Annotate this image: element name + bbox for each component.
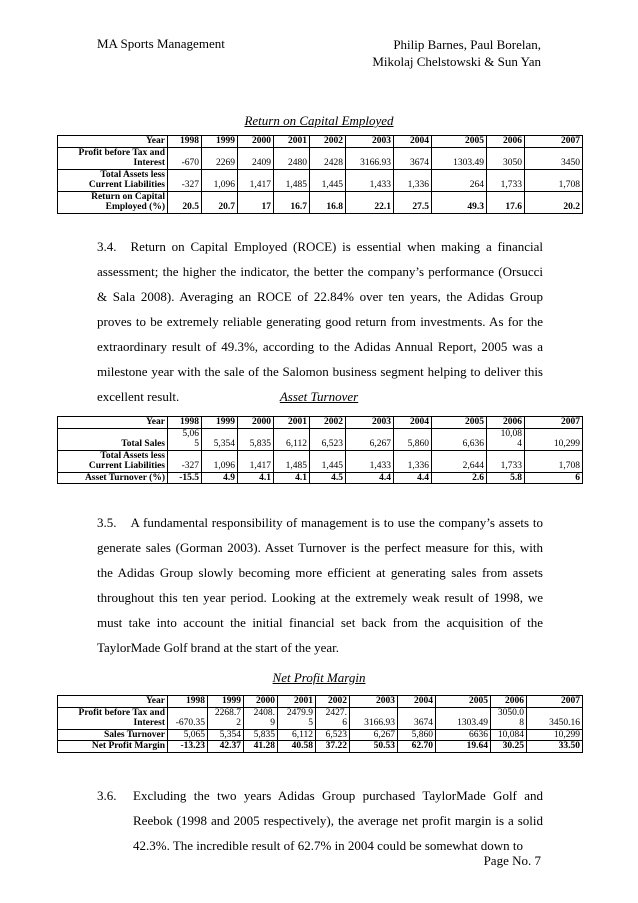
table-cell: 10,299 xyxy=(527,729,583,741)
table-cell: 1,433 xyxy=(346,169,394,191)
roce-year: 2003 xyxy=(346,136,394,148)
paragraph-number: 3.5. xyxy=(97,515,117,530)
paragraph-3-6: Excluding the two years Adidas Group purchased TaylorMade Golf and Reebok (1998 and 2005 respectively), the average net profit margin is a solid 42.3%. The incredible result of 62.7% in 2004 could be somewhat down to xyxy=(133,788,543,853)
table-cell: 20.7 xyxy=(202,191,238,213)
table-cell: 19.64 xyxy=(436,741,491,753)
npm-year: 2004 xyxy=(398,696,436,708)
table-cell: 5,354 xyxy=(208,729,244,741)
cell-line: 9 xyxy=(270,718,275,728)
table-cell: 37.22 xyxy=(316,741,350,753)
header-authors-line2: Mikolaj Chelstowski & Sun Yan xyxy=(372,54,541,69)
npm-year: 1999 xyxy=(208,696,244,708)
table-cell: 1,417 xyxy=(238,450,274,472)
at-year: 2007 xyxy=(525,417,583,429)
net-profit-margin-caption: Net Profit Margin xyxy=(272,670,366,685)
table-cell: 17.6 xyxy=(487,191,525,213)
at-year: 2005 xyxy=(432,417,487,429)
roce-table xyxy=(57,135,583,214)
paragraph-3-4 xyxy=(97,234,543,409)
table-cell: -15.5 xyxy=(168,472,202,484)
cell-line: 5 xyxy=(308,718,313,728)
table-cell: 1,708 xyxy=(525,169,583,191)
table-cell: 30.25 xyxy=(491,741,527,753)
cell-line: 4 xyxy=(517,439,522,449)
at-sales-label: Total Sales xyxy=(58,428,168,450)
table-cell: 6,523 xyxy=(316,729,350,741)
table-cell xyxy=(278,707,316,729)
table-cell: 5,835 xyxy=(238,428,274,450)
label-line: Profit before Tax and xyxy=(78,147,165,158)
table-cell: 42.37 xyxy=(208,741,244,753)
label-line: Profit before Tax and xyxy=(78,707,165,718)
table-cell: 6 xyxy=(525,472,583,484)
paragraph-3-6-number: 3.6. xyxy=(97,788,117,803)
at-assets-row xyxy=(58,450,583,472)
npm-year: 1998 xyxy=(168,696,208,708)
roce-year: 1999 xyxy=(202,136,238,148)
header-authors xyxy=(372,36,541,70)
table-cell: 3450.16 xyxy=(527,707,583,729)
table-cell xyxy=(316,707,350,729)
table-cell: 6,112 xyxy=(278,729,316,741)
roce-assets-label xyxy=(58,169,168,191)
cell-line: 2408. xyxy=(253,707,275,718)
page-number: Page No. 7 xyxy=(483,853,541,868)
asset-turnover-caption: Asset Turnover xyxy=(279,389,359,404)
table-cell: 6,267 xyxy=(346,428,394,450)
table-cell: 1,485 xyxy=(274,450,310,472)
npm-year: 2003 xyxy=(350,696,398,708)
roce-result-label xyxy=(58,191,168,213)
label-line: Current Liabilities xyxy=(88,461,165,471)
at-year: 2002 xyxy=(310,417,346,429)
table-cell: 1,433 xyxy=(346,450,394,472)
table-cell: 3166.93 xyxy=(350,707,398,729)
npm-result-label: Net Profit Margin xyxy=(58,741,168,753)
roce-assets-row xyxy=(58,169,583,191)
table-cell: -670.35 xyxy=(168,707,208,729)
table-cell: 1,485 xyxy=(274,169,310,191)
npm-result-row xyxy=(58,741,583,753)
table-cell: 3166.93 xyxy=(346,147,394,169)
table-cell: 33.50 xyxy=(527,741,583,753)
paragraph-3-5 xyxy=(97,510,543,660)
label-line: Employed (%) xyxy=(105,202,165,212)
table-cell: 2,644 xyxy=(432,450,487,472)
label-line: Total Assets less xyxy=(100,450,165,461)
cell-line: 6 xyxy=(342,718,347,728)
table-cell: 5,860 xyxy=(398,729,436,741)
cell-line: 8 xyxy=(519,718,524,728)
table-cell: 4.1 xyxy=(238,472,274,484)
cell-line: 5 xyxy=(194,439,199,449)
label-line: Interest xyxy=(133,158,165,168)
table-cell: -670 xyxy=(168,147,202,169)
table-cell: 10,299 xyxy=(525,428,583,450)
table-cell: 1,445 xyxy=(310,169,346,191)
at-year: 2006 xyxy=(487,417,525,429)
npm-sales-label: Sales Turnover xyxy=(58,729,168,741)
table-cell: 4.5 xyxy=(310,472,346,484)
npm-sales-row xyxy=(58,729,583,741)
table-cell: 2480 xyxy=(274,147,310,169)
roce-year: 2006 xyxy=(487,136,525,148)
npm-year: 2005 xyxy=(436,696,491,708)
at-result-row xyxy=(58,472,583,484)
roce-year: 2001 xyxy=(274,136,310,148)
paragraph-text: A fundamental responsibility of management is to use the company’s assets to generate sales (Gorman 2003). Asset Turnover is the perfect measure for this, with the Adidas Group slowly becoming more efficient at generating sales from assets throughout this ten year period. Looking at the extremely weak result of 1998, we must take into account the initial financial set back from the acquisition of the TaylorMade Golf brand at the start of the year. xyxy=(97,515,543,655)
table-cell: 3050 xyxy=(487,147,525,169)
table-cell: 5.8 xyxy=(487,472,525,484)
table-cell: 62.70 xyxy=(398,741,436,753)
table-cell: 3674 xyxy=(394,147,432,169)
table-cell: 17 xyxy=(238,191,274,213)
table-cell: -13.23 xyxy=(168,741,208,753)
at-year-label: Year xyxy=(58,417,168,429)
table-cell: 2.6 xyxy=(432,472,487,484)
cell-line: 5,06 xyxy=(182,428,199,439)
table-cell: 5,835 xyxy=(244,729,278,741)
npm-year-row xyxy=(58,696,583,708)
table-cell: 6,523 xyxy=(310,428,346,450)
table-cell: 6,267 xyxy=(350,729,398,741)
table-cell: 1,733 xyxy=(487,169,525,191)
at-year-row xyxy=(58,417,583,429)
table-cell: 20.5 xyxy=(168,191,202,213)
npm-year: 2000 xyxy=(244,696,278,708)
cell-line: 2 xyxy=(236,718,241,728)
label-line: Current Liabilities xyxy=(88,180,165,190)
table-cell: 49.3 xyxy=(432,191,487,213)
npm-year: 2001 xyxy=(278,696,316,708)
table-cell: 16.8 xyxy=(310,191,346,213)
table-cell: 16.7 xyxy=(274,191,310,213)
table-cell xyxy=(491,707,527,729)
label-line: Total Assets less xyxy=(100,169,165,180)
table-cell: 1303.49 xyxy=(436,707,491,729)
roce-year-label: Year xyxy=(58,136,168,148)
table-cell: 5,860 xyxy=(394,428,432,450)
at-year: 1999 xyxy=(202,417,238,429)
net-profit-margin-table xyxy=(57,695,583,753)
table-cell: 4.9 xyxy=(202,472,238,484)
table-cell: 1,096 xyxy=(202,169,238,191)
table-cell xyxy=(168,428,202,450)
at-year: 2000 xyxy=(238,417,274,429)
table-cell xyxy=(208,707,244,729)
npm-year: 2007 xyxy=(527,696,583,708)
table-cell: 1303.49 xyxy=(432,147,487,169)
table-cell: 5,065 xyxy=(168,729,208,741)
table-cell: 1,336 xyxy=(394,450,432,472)
roce-year: 2005 xyxy=(432,136,487,148)
table-cell: 1,733 xyxy=(487,450,525,472)
paragraph-number: 3.4. xyxy=(97,239,117,254)
table-cell: 6636 xyxy=(436,729,491,741)
roce-year: 2000 xyxy=(238,136,274,148)
table-cell: 5,354 xyxy=(202,428,238,450)
table-cell: 1,096 xyxy=(202,450,238,472)
npm-year-label: Year xyxy=(58,696,168,708)
npm-profit-row xyxy=(58,707,583,729)
roce-profit-row xyxy=(58,147,583,169)
at-result-label: Asset Turnover (%) xyxy=(58,472,168,484)
npm-year: 2006 xyxy=(491,696,527,708)
npm-year: 2002 xyxy=(316,696,350,708)
cell-line: 3050.0 xyxy=(497,707,524,718)
header-authors-line1: Philip Barnes, Paul Borelan, xyxy=(393,37,541,52)
label-line: Interest xyxy=(133,718,165,728)
cell-line: 10,08 xyxy=(500,428,522,439)
asset-turnover-table xyxy=(57,416,583,484)
table-cell: 4.4 xyxy=(346,472,394,484)
table-cell: 10,084 xyxy=(491,729,527,741)
table-cell: 1,336 xyxy=(394,169,432,191)
cell-line: 2268.7 xyxy=(214,707,241,718)
table-cell: 3674 xyxy=(398,707,436,729)
table-cell: 2409 xyxy=(238,147,274,169)
header-left: MA Sports Management xyxy=(97,36,225,51)
at-year: 2001 xyxy=(274,417,310,429)
table-cell: 40.58 xyxy=(278,741,316,753)
table-cell: 6,636 xyxy=(432,428,487,450)
table-cell xyxy=(487,428,525,450)
table-cell: 6,112 xyxy=(274,428,310,450)
table-cell: 2428 xyxy=(310,147,346,169)
table-cell: 3450 xyxy=(525,147,583,169)
table-cell: 20.2 xyxy=(525,191,583,213)
table-cell: 1,445 xyxy=(310,450,346,472)
table-cell: 1,417 xyxy=(238,169,274,191)
table-cell: -327 xyxy=(168,450,202,472)
at-year: 2003 xyxy=(346,417,394,429)
paragraph-text: Return on Capital Employed (ROCE) is essential when making a financial assessment; the higher the indicator, the better the company’s performance (Orsucci & Sala 2008). Averaging an ROCE of 22.84% over ten years, the Adidas Group proves to be extremely reliable generating good return from investments. As for the extraordinary result of 49.3%, according to the Adidas Annual Report, 2005 was a milestone year with the sale of the Salomon business segment helping to deliver this excellent result. xyxy=(97,239,543,404)
table-cell: 41.28 xyxy=(244,741,278,753)
roce-result-row xyxy=(58,191,583,213)
table-cell: 4.1 xyxy=(274,472,310,484)
at-assets-label xyxy=(58,450,168,472)
roce-profit-label xyxy=(58,147,168,169)
table-cell: 27.5 xyxy=(394,191,432,213)
roce-year: 2004 xyxy=(394,136,432,148)
label-line: Return on Capital xyxy=(91,191,165,202)
table-cell: 22.1 xyxy=(346,191,394,213)
cell-line: 2427. xyxy=(325,707,347,718)
npm-profit-label xyxy=(58,707,168,729)
cell-line: 2479.9 xyxy=(286,707,313,718)
roce-caption: Return on Capital Employed xyxy=(244,113,394,128)
table-cell: 4.4 xyxy=(394,472,432,484)
table-cell: -327 xyxy=(168,169,202,191)
table-cell: 50.53 xyxy=(350,741,398,753)
roce-year: 1998 xyxy=(168,136,202,148)
table-cell: 264 xyxy=(432,169,487,191)
roce-year-row xyxy=(58,136,583,148)
table-cell xyxy=(244,707,278,729)
at-year: 1998 xyxy=(168,417,202,429)
at-year: 2004 xyxy=(394,417,432,429)
roce-year: 2002 xyxy=(310,136,346,148)
table-cell: 2269 xyxy=(202,147,238,169)
roce-year: 2007 xyxy=(525,136,583,148)
table-cell: 1,708 xyxy=(525,450,583,472)
at-sales-row xyxy=(58,428,583,450)
